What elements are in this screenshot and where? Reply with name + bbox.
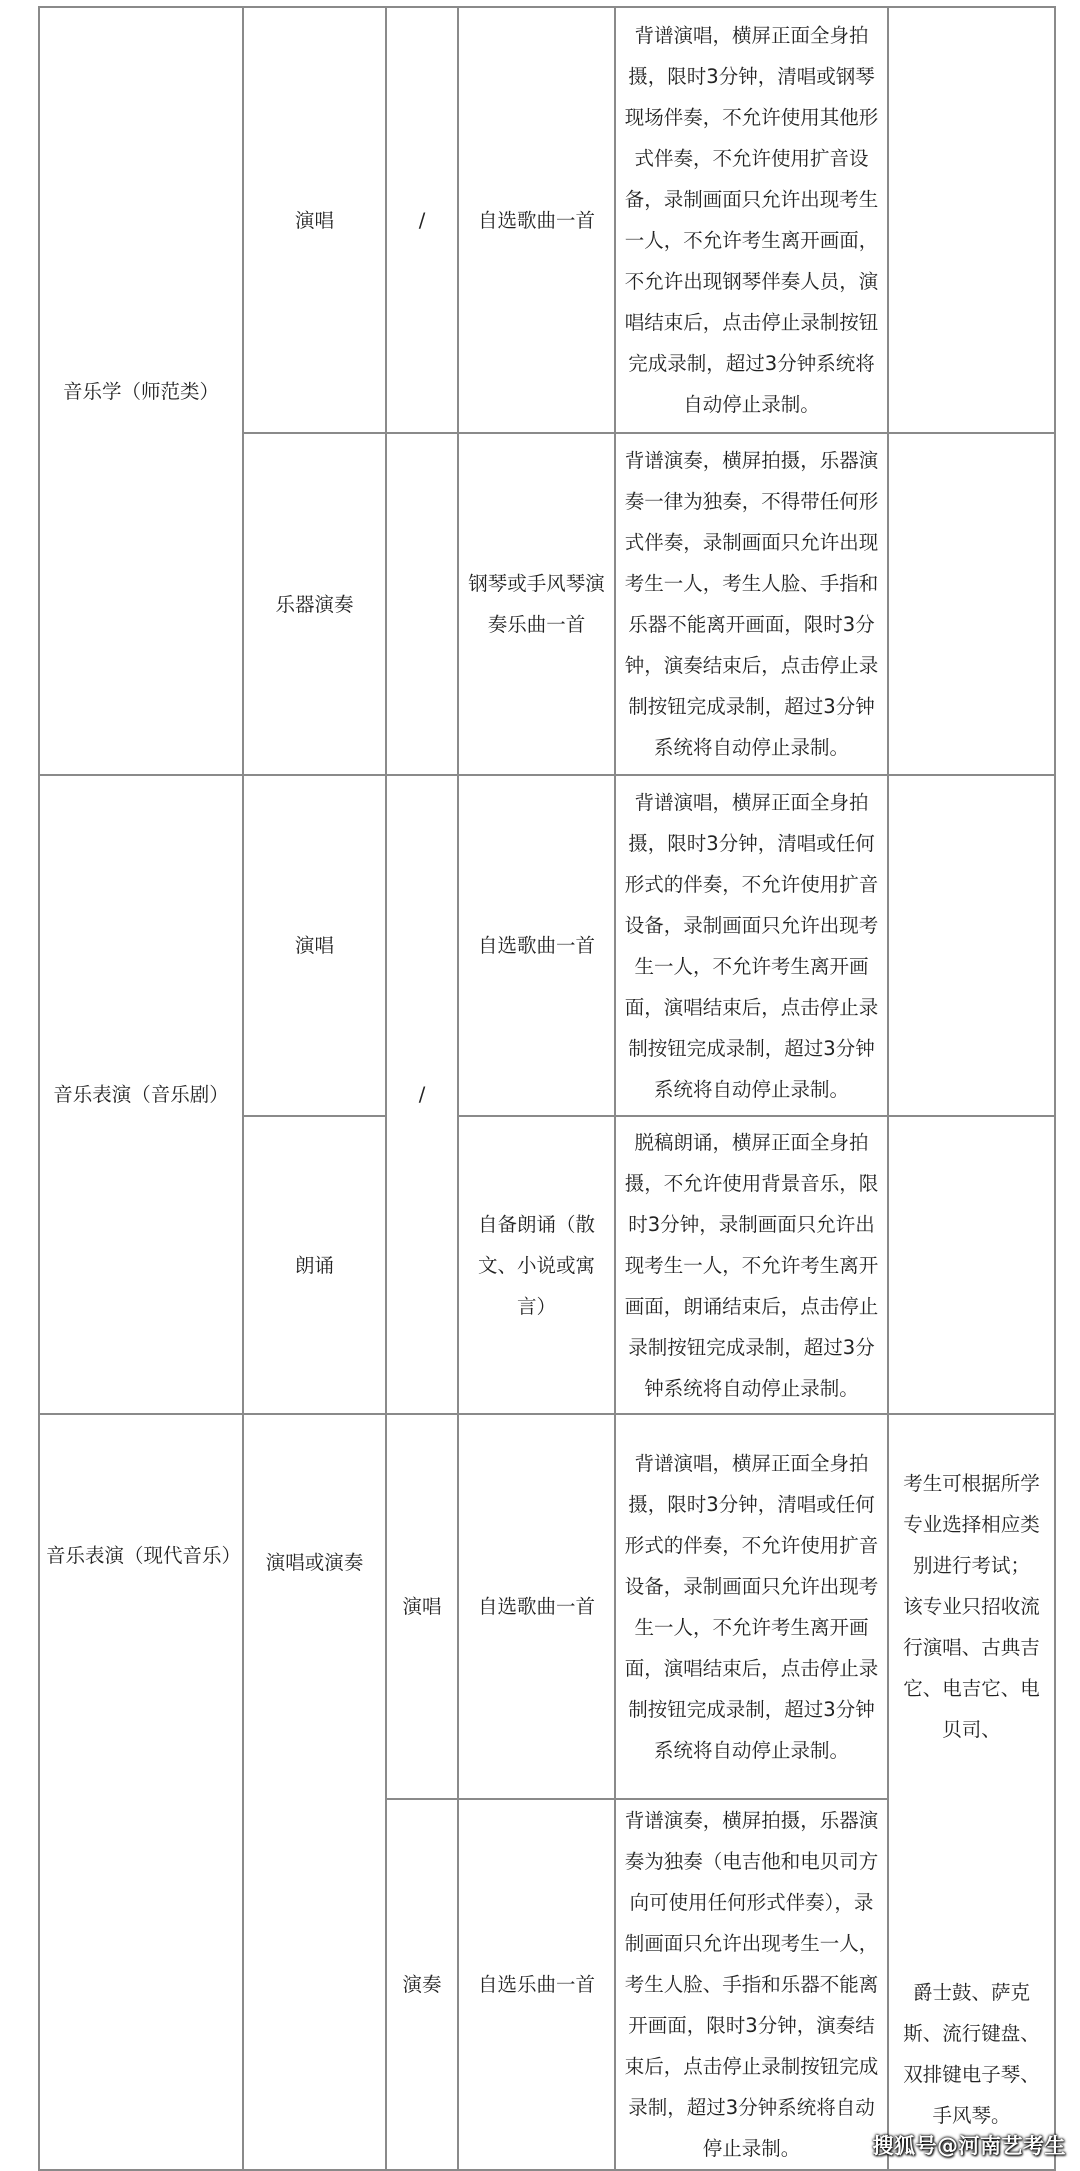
piece-cell: 钢琴或手风琴演奏乐曲一首 — [458, 433, 615, 775]
piece-cell: 自选歌曲一首 — [458, 775, 615, 1116]
major-cell: 音乐学（师范类） — [39, 7, 243, 775]
major-cell: 音乐表演（音乐剧） — [39, 775, 243, 1414]
piece-cell: 自选歌曲一首 — [458, 7, 615, 433]
note-cell-empty — [888, 433, 1055, 775]
category-cell: 演唱 — [243, 775, 386, 1116]
piece-cell: 自选乐曲一首 — [458, 1799, 615, 2170]
major-cell: 音乐表演（现代音乐） — [39, 1414, 243, 2170]
category-cell: 乐器演奏 — [243, 433, 386, 775]
watermark: 搜狐号@河南艺考生 — [872, 2134, 1066, 2158]
requirement-cell: 脱稿朗诵，横屏正面全身拍摄，不允许使用背景音乐，限时3分钟，录制画面只允许出现考生一人，不允许考生离开画面，朗诵结束后，点击停止录制按钮完成录制，超过3分钟系统将自动停止录制。 — [615, 1116, 888, 1414]
subcategory-cell: 演唱 — [386, 1414, 458, 1799]
note-cell-empty — [888, 1116, 1055, 1414]
note-cell — [888, 1414, 1055, 2170]
requirement-cell: 背谱演唱，横屏正面全身拍摄，限时3分钟，清唱或任何形式的伴奏，不允许使用扩音设备，录制画面只允许出现考生一人，不允许考生离开画面，演唱结束后，点击停止录制按钮完成录制，超过3分钟系统将自动停止录制。 — [615, 1414, 888, 1799]
note-line: 考生可根据所学专业选择相应类别进行考试； — [903, 1471, 1040, 1577]
requirement-cell: 背谱演唱，横屏正面全身拍摄，限时3分钟，清唱或任何形式的伴奏，不允许使用扩音设备，录制画面只允许出现考生一人，不允许考生离开画面，演唱结束后，点击停止录制按钮完成录制，超过3分钟系统将自动停止录制。 — [615, 775, 888, 1116]
note-cell-empty — [888, 7, 1055, 433]
note-cell-empty — [888, 775, 1055, 1116]
category-cell: 演唱 — [243, 7, 386, 433]
exam-requirements-table — [38, 6, 1056, 2171]
table-row — [39, 7, 1055, 433]
table-row — [39, 775, 1055, 1116]
subcategory-cell-empty — [386, 433, 458, 775]
requirement-cell: 背谱演奏，横屏拍摄，乐器演奏为独奏（电吉他和电贝司方向可使用任何形式伴奏），录制画面只允许出现考生一人，考生人脸、手指和乐器不能离开画面，限时3分钟，演奏结束后，点击停止录制按钮完成录制，超过3分钟系统将自动停止录制。 — [615, 1799, 888, 2170]
piece-cell: 自选歌曲一首 — [458, 1414, 615, 1799]
subcategory-cell: / — [386, 7, 458, 433]
note-line: 爵士鼓、萨克斯、流行键盘、双排键电子琴、手风琴。 — [903, 1980, 1040, 2127]
note-gap — [895, 1750, 1048, 1972]
subcategory-cell: 演奏 — [386, 1799, 458, 2170]
requirement-cell: 背谱演奏，横屏拍摄，乐器演奏一律为独奏，不得带任何形式伴奏，录制画面只允许出现考生一人，考生人脸、手指和乐器不能离开画面，限时3分钟，演奏结束后，点击停止录制按钮完成录制，超过3分钟系统将自动停止录制。 — [615, 433, 888, 775]
category-cell: 朗诵 — [243, 1116, 386, 1414]
note-line: 该专业只招收流行演唱、古典吉它、电吉它、电贝司、 — [903, 1594, 1040, 1741]
requirement-cell: 背谱演唱，横屏正面全身拍摄，限时3分钟，清唱或钢琴现场伴奏，不允许使用其他形式伴奏，不允许使用扩音设备，录制画面只允许出现考生一人，不允许考生离开画面，不允许出现钢琴伴奏人员，演唱结束后，点击停止录制按钮完成录制，超过3分钟系统将自动停止录制。 — [615, 7, 888, 433]
category-cell: 演唱或演奏 — [243, 1414, 386, 2170]
table-row — [39, 1414, 1055, 1799]
subcategory-cell: / — [386, 775, 458, 1414]
piece-cell: 自备朗诵（散文、小说或寓言） — [458, 1116, 615, 1414]
